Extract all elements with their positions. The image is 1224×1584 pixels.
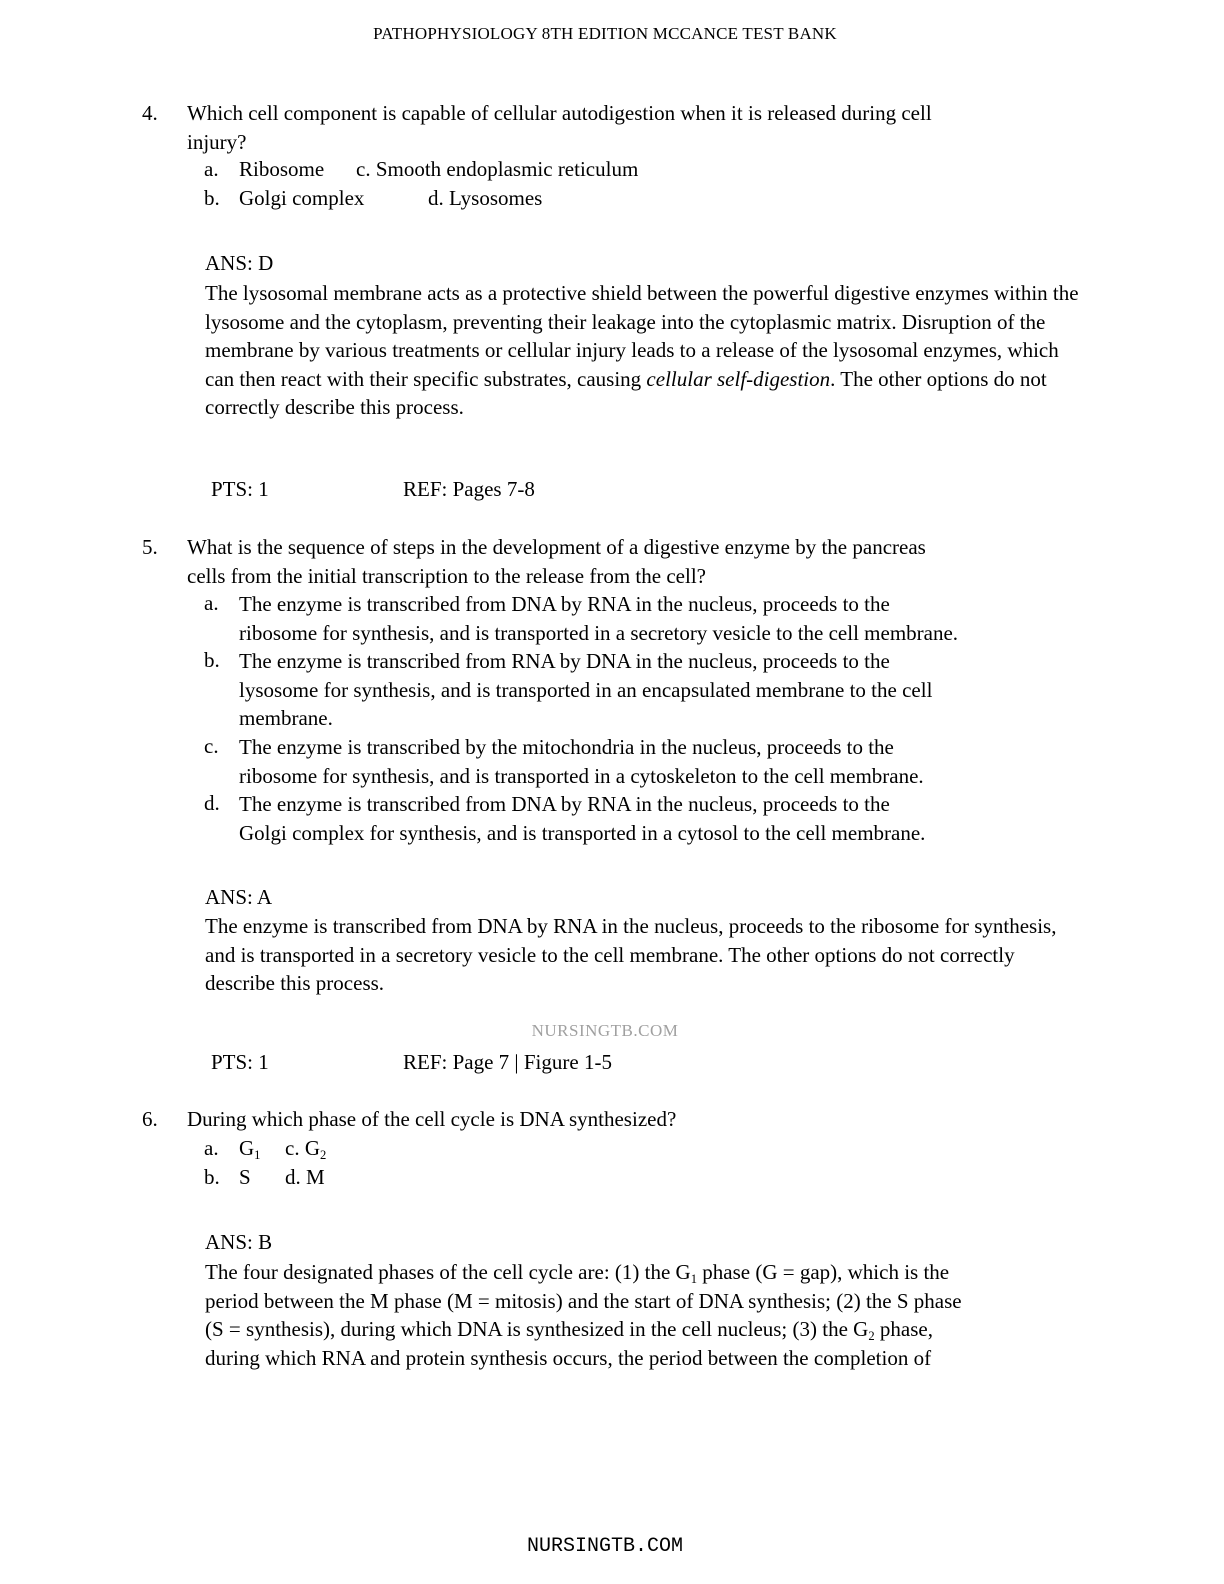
answer-key: ANS: A <box>205 885 273 909</box>
reference: REF: Pages 7-8 <box>403 477 535 501</box>
answer-key: ANS: D <box>205 251 274 275</box>
rationale-line: period between the M phase (M = mitosis) and the start of DNA synthesis; (2) the S phase <box>205 1288 962 1313</box>
rationale-text: The lysosomal membrane acts as a protective shield between the powerful digestive enzymes within the lysosome and the cytoplasm, preventing their leakage into the cytoplasmic matrix. Disruption of the membrane by various treatments or cellular injury leads to a release of the lysosomal enzymes, which can then react with their specific substrates, causing <box>205 281 1079 391</box>
question-stem-line: What is the sequence of steps in the development of a digestive enzyme by the pancreas <box>187 535 926 559</box>
option-text: Lysosomes <box>449 186 543 210</box>
rationale-text: (S = synthesis), during which DNA is synthesized in the cell nucleus; (3) the G <box>205 1317 869 1341</box>
option-text <box>239 647 932 733</box>
question-stem <box>187 1105 1067 1134</box>
rationale-text: . The other options do not correctly describe this process. <box>205 366 1047 419</box>
option-letter: d. <box>285 1165 301 1189</box>
option-line: The enzyme is transcribed by the mitochondria in the nucleus, proceeds to the <box>239 735 894 759</box>
question-stem <box>187 99 1067 156</box>
option-letter: d. <box>204 791 220 815</box>
question-number: 5. <box>142 535 158 559</box>
option-letter: b. <box>204 186 220 210</box>
option-line: ribosome for synthesis, and is transported in a cytoskeleton to the cell membrane. <box>239 763 924 788</box>
option-subscript: 2 <box>320 1147 327 1162</box>
option-column-two <box>428 186 542 211</box>
option-value: G <box>239 1136 255 1160</box>
option-line: ribosome for synthesis, and is transported in a secretory vesicle to the cell membrane. <box>239 620 959 645</box>
option-text <box>239 1136 260 1161</box>
question-number: 4. <box>142 101 158 125</box>
answer-key: ANS: B <box>205 1230 273 1254</box>
option-line: The enzyme is transcribed from DNA by RNA in the nucleus, proceeds to the <box>239 592 890 616</box>
rationale-subscript: 1 <box>690 1271 698 1286</box>
watermark: NURSINGTB.COM <box>531 1021 679 1040</box>
question-stem-line: Which cell component is capable of cellular autodigestion when it is released during cell <box>187 101 932 125</box>
option-line: Golgi complex for synthesis, and is transported in a cytosol to the cell membrane. <box>239 820 926 845</box>
question-stem-line: During which phase of the cell cycle is DNA synthesized? <box>187 1107 677 1131</box>
question-stem-line: injury? <box>187 129 247 154</box>
option-line: The enzyme is transcribed from RNA by DNA in the nucleus, proceeds to the <box>239 649 890 673</box>
option-text <box>239 590 958 647</box>
answer-rationale <box>205 279 1080 422</box>
option-letter: b. <box>204 1165 220 1189</box>
option-letter: a. <box>204 591 219 615</box>
points: PTS: 1 <box>211 1050 269 1074</box>
page-header: PATHOPHYSIOLOGY 8TH EDITION MCCANCE TEST BANK <box>373 24 837 43</box>
option-text: S <box>239 1165 251 1189</box>
rationale-line <box>205 1258 1080 1287</box>
option-letter: a. <box>204 1136 219 1160</box>
option-letter: c. <box>285 1136 300 1160</box>
option-text <box>239 733 924 790</box>
option-value: G <box>304 1136 320 1160</box>
question-stem-line: cells from the initial transcription to the release from the cell? <box>187 563 706 588</box>
option-column-two <box>285 1165 325 1190</box>
option-line: The enzyme is transcribed from DNA by RNA in the nucleus, proceeds to the <box>239 792 890 816</box>
rationale-text: The four designated phases of the cell cycle are: (1) the G <box>205 1260 691 1284</box>
rationale-line <box>205 1315 1080 1344</box>
page-footer: NURSINGTB.COM <box>526 1535 684 1558</box>
points: PTS: 1 <box>211 477 269 501</box>
option-letter: c. <box>204 734 219 758</box>
option-letter: a. <box>204 157 219 181</box>
option-line: lysosome for synthesis, and is transported in an encapsulated membrane to the cell <box>239 677 933 702</box>
answer-rationale <box>205 1258 1080 1372</box>
rationale-text: phase, <box>874 1317 933 1341</box>
option-text: Ribosome <box>239 157 325 181</box>
answer-rationale: The enzyme is transcribed from DNA by RNA in the nucleus, proceeds to the ribosome for synthesis, and is transported in a secretory vesicle to the cell membrane. The other options do not correctly describe this process. <box>205 914 1057 995</box>
option-subscript: 1 <box>254 1147 261 1162</box>
question-number: 6. <box>142 1107 158 1131</box>
option-line: membrane. <box>239 706 333 730</box>
rationale-line: during which RNA and protein synthesis occurs, the period between the completion of <box>205 1345 932 1370</box>
option-column-two <box>285 1136 326 1161</box>
reference: REF: Page 7 | Figure 1-5 <box>403 1050 612 1074</box>
option-text <box>239 790 925 847</box>
rationale-text: phase (G = gap), which is the <box>697 1260 950 1284</box>
option-letter: b. <box>204 648 220 672</box>
question-stem <box>187 533 1067 590</box>
option-text: Smooth endoplasmic reticulum <box>375 157 639 181</box>
option-letter: c. <box>356 157 371 181</box>
rationale-emphasis: cellular self-digestion <box>646 366 831 391</box>
option-column-two <box>356 157 638 182</box>
rationale-subscript: 2 <box>868 1328 875 1343</box>
option-text: M <box>306 1165 325 1189</box>
option-text: Golgi complex <box>239 186 365 210</box>
option-letter: d. <box>428 186 444 210</box>
